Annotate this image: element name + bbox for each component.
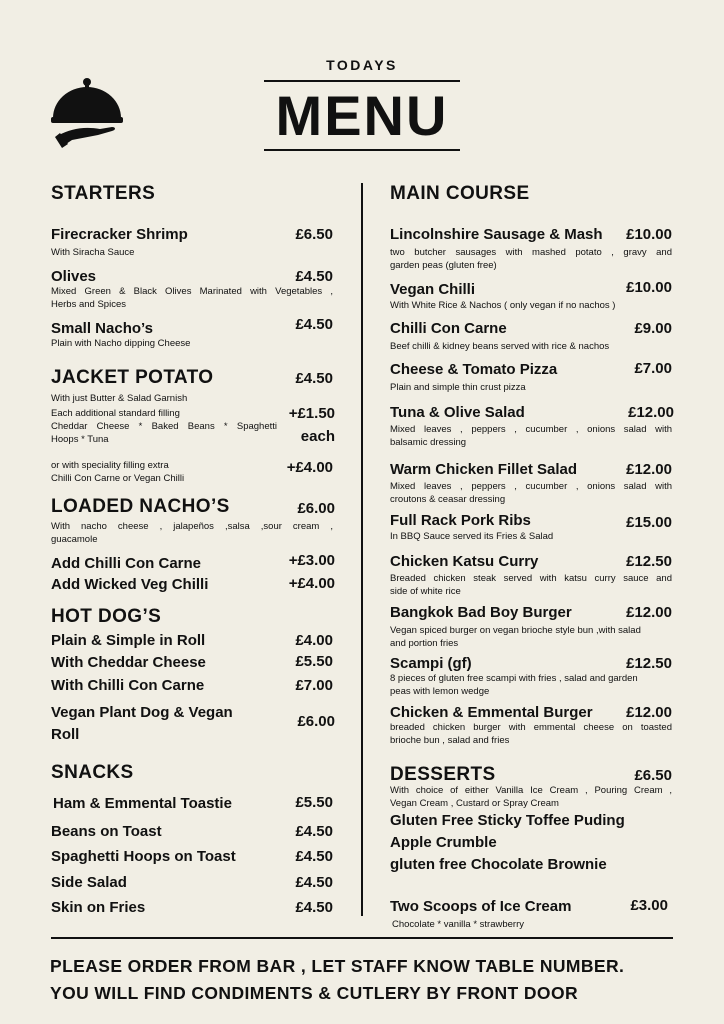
- loaded-nachos-heading: LOADED NACHO’S: [51, 496, 230, 517]
- starters-heading: STARTERS: [51, 183, 156, 204]
- menu-item-description: With just Butter & Salad Garnish: [51, 393, 188, 404]
- extra-filling-each: each: [300, 428, 335, 445]
- menu-item-name: Side Salad: [51, 874, 127, 891]
- menu-item-price: £10.00: [626, 226, 672, 243]
- menu-item-price: £4.50: [295, 874, 333, 891]
- menu-item-name: Scampi (gf): [390, 655, 472, 672]
- addon-price: +£4.00: [288, 575, 335, 592]
- menu-item-description: garden peas (gluten free): [390, 260, 497, 271]
- menu-item-price: £12.00: [628, 404, 674, 421]
- menu-item-price: £12.00: [626, 461, 672, 478]
- menu-item-name: Chilli Con Carne: [390, 320, 507, 337]
- footer-notice: PLEASE ORDER FROM BAR , LET STAFF KNOW TABLE NUMBER.: [50, 956, 625, 976]
- footer-notice: YOU WILL FIND CONDIMENTS & CUTLERY BY FRONT DOOR: [50, 983, 578, 1003]
- menu-item-name: Chicken & Emmental Burger: [390, 704, 593, 721]
- menu-item-name: Chicken Katsu Curry: [390, 553, 539, 570]
- special-filling-price: +£4.00: [286, 459, 333, 476]
- menu-item-name: Small Nacho’s: [51, 320, 153, 337]
- menu-item-description: balsamic dressing: [390, 437, 467, 448]
- extra-filling-price: +£1.50: [288, 405, 335, 422]
- cloche-serving-icon: [50, 77, 124, 151]
- menu-item-description: croutons & ceasar dressing: [390, 494, 506, 505]
- hot-dogs-heading: HOT DOG’S: [51, 606, 162, 627]
- special-filling-text: Chilli Con Carne or Vegan Chilli: [51, 473, 185, 484]
- menu-item-description: Chocolate * vanilla * strawberry: [392, 919, 525, 930]
- menu-item-name: Ham & Emmental Toastie: [53, 795, 232, 812]
- snacks-heading: SNACKS: [51, 762, 134, 783]
- menu-item-price: £9.00: [634, 320, 672, 337]
- menu-item-name: Lincolnshire Sausage & Mash: [390, 226, 603, 243]
- addon-name: Add Chilli Con Carne: [51, 555, 201, 572]
- menu-item-price: £4.50: [295, 899, 333, 916]
- menu-item-name: Beans on Toast: [51, 823, 162, 840]
- menu-item-price: £5.50: [295, 653, 333, 670]
- menu-item-description: guacamole: [51, 534, 98, 545]
- menu-item-name: Skin on Fries: [51, 899, 146, 916]
- menu-item-description: With nacho cheese , jalapeños ,salsa ,sour cream ,: [51, 521, 333, 532]
- footer-rule: [51, 937, 673, 939]
- todays-label: TODAYS: [326, 57, 398, 73]
- main-course-heading: MAIN COURSE: [390, 183, 530, 204]
- addon-name: Add Wicked Veg Chilli: [51, 576, 209, 593]
- menu-item-price: £4.50: [295, 316, 333, 333]
- dessert-item: gluten free Chocolate Brownie: [390, 856, 607, 873]
- menu-item-price: £6.00: [297, 713, 335, 730]
- menu-item-name: Bangkok Bad Boy Burger: [390, 604, 572, 621]
- menu-item-price: £7.00: [634, 360, 672, 377]
- menu-item-description: breaded chicken burger with emmental cheese on toasted: [390, 722, 672, 733]
- menu-item-price: £3.00: [630, 897, 668, 914]
- menu-item-name: Vegan Chilli: [390, 281, 476, 298]
- column-divider: [361, 183, 363, 916]
- menu-item-description: 8 pieces of gluten free scampi with fries , salad and garden: [390, 673, 638, 684]
- menu-item-price: £7.00: [295, 677, 333, 694]
- menu-item-description: In BBQ Sauce served its Fries & Salad: [390, 531, 554, 542]
- menu-item-price: £10.00: [626, 279, 672, 296]
- menu-item-description: Mixed Green & Black Olives Marinated with Vegetables ,: [51, 286, 333, 297]
- menu-item-name: Roll: [51, 726, 80, 743]
- menu-item-name: Olives: [51, 268, 97, 285]
- menu-item-description: Beef chilli & kidney beans served with rice & nachos: [390, 341, 610, 352]
- menu-item-description: side of white rice: [390, 586, 461, 597]
- special-filling-text: or with speciality filling extra: [51, 460, 169, 471]
- menu-item-description: and portion fries: [390, 638, 459, 649]
- menu-item-name: With Chilli Con Carne: [51, 677, 205, 694]
- menu-item-price: £5.50: [295, 794, 333, 811]
- menu-item-price: £4.00: [295, 632, 333, 649]
- menu-item-name: Warm Chicken Fillet Salad: [390, 461, 577, 478]
- menu-item-description: two butcher sausages with mashed potato , gravy and: [390, 247, 672, 258]
- menu-item-name: Spaghetti Hoops on Toast: [51, 848, 236, 865]
- menu-item-price: £4.50: [295, 268, 333, 285]
- dessert-item: Gluten Free Sticky Toffee Puding: [390, 812, 625, 829]
- menu-item-description: With White Rice & Nachos ( only vegan if no nachos ): [390, 300, 616, 311]
- menu-item-name: Cheese & Tomato Pizza: [390, 361, 558, 378]
- menu-item-description: Breaded chicken steak served with katsu curry sauce and: [390, 573, 672, 584]
- menu-item-name: Two Scoops of Ice Cream: [390, 898, 572, 915]
- menu-item-description: brioche bun , salad and fries: [390, 735, 510, 746]
- dessert-item: Apple Crumble: [390, 834, 497, 851]
- menu-item-description: Mixed leaves , peppers , cucumber , onions salad with: [390, 481, 672, 492]
- menu-item-price: £4.50: [295, 823, 333, 840]
- menu-item-description: Herbs and Spices: [51, 299, 126, 310]
- loaded-nachos-price: £6.00: [297, 500, 335, 517]
- menu-item-name: With Cheddar Cheese: [51, 654, 206, 671]
- menu-item-description: Vegan spiced burger on vegan brioche style bun ,with salad: [390, 625, 641, 636]
- menu-item-description: Plain and simple thin crust pizza: [390, 382, 526, 393]
- desserts-price: £6.50: [634, 767, 672, 784]
- menu-item-price: £12.50: [626, 655, 672, 672]
- addon-price: +£3.00: [288, 552, 335, 569]
- desserts-heading: DESSERTS: [390, 764, 496, 785]
- title-rule-bottom: [264, 149, 460, 151]
- menu-item-description: peas with lemon wedge: [390, 686, 490, 697]
- menu-item-price: £15.00: [626, 514, 672, 531]
- extra-filling-text: Hoops * Tuna: [51, 434, 109, 445]
- menu-item-price: £12.00: [626, 704, 672, 721]
- menu-item-description: With Siracha Sauce: [51, 247, 135, 258]
- menu-item-description: Vegan Cream , Custard or Spray Cream: [390, 798, 559, 809]
- jacket-potato-price: £4.50: [295, 370, 333, 387]
- page-title: MENU: [275, 84, 449, 147]
- extra-filling-text: Cheddar Cheese * Baked Beans * Spaghetti: [51, 421, 277, 432]
- menu-item-name: Firecracker Shrimp: [51, 226, 188, 243]
- extra-filling-text: Each additional standard filling: [51, 408, 180, 419]
- menu-item-price: £6.50: [295, 226, 333, 243]
- menu-item-name: Vegan Plant Dog & Vegan: [51, 704, 233, 721]
- menu-item-description: Mixed leaves , peppers , cucumber , onions salad with: [390, 424, 672, 435]
- menu-item-description: Plain with Nacho dipping Cheese: [51, 338, 191, 349]
- menu-item-name: Tuna & Olive Salad: [390, 404, 525, 421]
- menu-item-price: £12.00: [626, 604, 672, 621]
- jacket-potato-heading: JACKET POTATO: [51, 367, 214, 388]
- menu-item-description: With choice of either Vanilla Ice Cream , Pouring Cream ,: [390, 785, 672, 796]
- menu-item-price: £12.50: [626, 553, 672, 570]
- menu-item-name: Plain & Simple in Roll: [51, 632, 206, 649]
- menu-item-name: Full Rack Pork Ribs: [390, 512, 531, 529]
- menu-item-price: £4.50: [295, 848, 333, 865]
